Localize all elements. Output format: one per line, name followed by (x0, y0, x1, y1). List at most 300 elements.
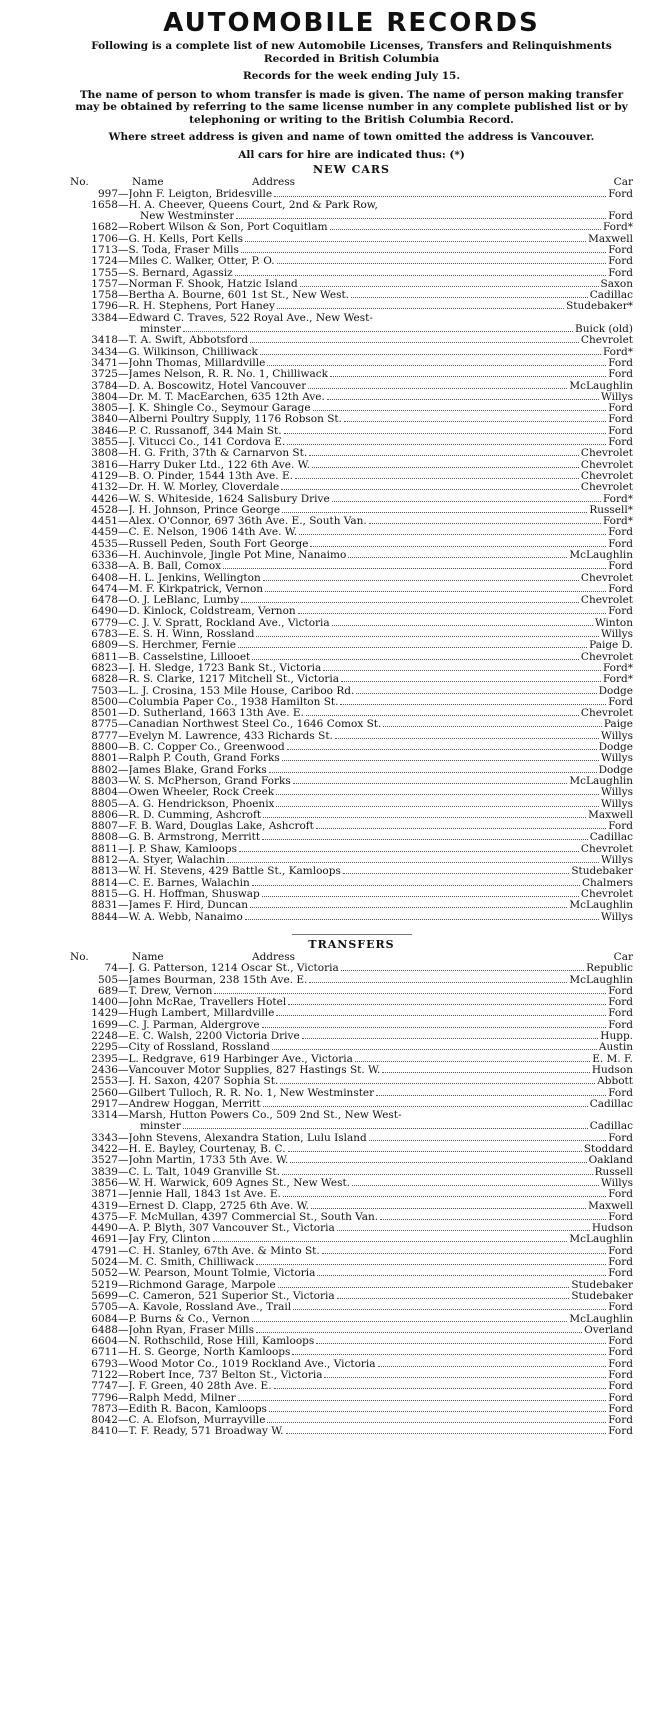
owner-name-address: Alberni Poultry Supply, 1176 Robson St. (128, 414, 342, 426)
license-number: 3855 (91, 437, 118, 449)
license-number: 1755 (91, 267, 118, 279)
dot-leader (376, 1088, 606, 1096)
dot-leader (276, 799, 599, 807)
dot-leader (310, 539, 606, 547)
dot-leader (274, 1381, 607, 1389)
dot-leader (286, 1426, 607, 1434)
record-row (70, 900, 633, 911)
record-row (70, 787, 633, 798)
car-make: McLaughlin (569, 900, 633, 912)
owner-name-address: B. Casselstine, Lillooet (128, 651, 251, 663)
record-row (70, 1336, 633, 1347)
license-number: 997 (97, 188, 118, 200)
license-number: 1658 (91, 199, 118, 211)
owner-name-address: Richmond Garage, Marpole (128, 1279, 276, 1291)
dash-separator: — (118, 493, 129, 505)
dot-leader (356, 686, 596, 694)
record-row (70, 1415, 633, 1426)
owner-name-address: H. G. Frith, 37th & Carnarvon St. (128, 448, 308, 460)
car-make: McLaughlin (569, 550, 633, 561)
owner-name-address: C. E. Nelson, 1906 14th Ave. W. (128, 527, 298, 539)
intro-text: Following is a complete list of new Automobile Licenses, Transfers and Relinquishments Recorded in British Columbia (91, 40, 612, 65)
car-make: Dodge (598, 764, 633, 776)
owner-name-address: James Bourman, 238 15th Ave. E. (128, 974, 308, 986)
license-number: 3846 (91, 425, 118, 437)
license-number: 4319 (91, 1200, 118, 1212)
license-number: 6809 (91, 640, 118, 652)
dash-separator: — (118, 1381, 129, 1393)
license-number: 3840 (91, 414, 118, 426)
record-row (70, 324, 633, 335)
owner-name-address: Jennie Hall, 1843 1st Ave. E. (128, 1189, 281, 1201)
record-row (70, 1076, 633, 1087)
dot-leader (330, 222, 601, 230)
owner-name-address: R. S. Clarke, 1217 Mitchell St., Victoria (128, 674, 340, 686)
owner-name-address: E. C. Walsh, 2200 Victoria Drive (128, 1031, 300, 1043)
car-make: Maxwell (588, 233, 633, 245)
owner-name-address: G. Wilkinson, Chilliwack (128, 346, 258, 358)
dot-leader (256, 1325, 582, 1333)
owner-name-address: W. S. McPherson, Grand Forks (128, 775, 291, 787)
car-make: Cadillac (589, 1121, 633, 1133)
dash-separator: — (118, 312, 129, 324)
car-make: Ford (608, 1392, 633, 1404)
dot-leader (227, 855, 599, 863)
record-row (70, 697, 633, 708)
dash-separator: — (118, 742, 129, 754)
dash-separator: — (118, 1031, 129, 1043)
dash-separator: — (118, 1200, 129, 1212)
license-number: 8815 (91, 888, 118, 900)
dash-separator: — (118, 459, 129, 471)
dot-leader (287, 437, 606, 445)
license-number: 6336 (91, 550, 118, 561)
record-row (70, 821, 633, 832)
car-make: Ford (608, 1426, 633, 1438)
car-make: Ford (608, 188, 633, 200)
new-cars-header (70, 176, 633, 189)
dot-leader (284, 426, 607, 434)
dash-separator: — (118, 357, 129, 369)
car-make: Ford (608, 527, 633, 539)
dot-leader (245, 234, 586, 242)
license-number: 4426 (91, 493, 118, 505)
dot-leader (348, 550, 567, 558)
dash-separator: — (118, 1019, 129, 1031)
owner-name-address: W. H. Stevens, 429 Battle St., Kamloops (128, 866, 341, 878)
license-number: 3805 (91, 403, 118, 415)
dash-separator: — (118, 482, 129, 494)
dot-leader (276, 1008, 606, 1016)
transfers-header (70, 951, 633, 964)
dash-separator: — (118, 1098, 129, 1110)
record-row (70, 1133, 633, 1144)
owner-name-address: H. L. Jenkins, Wellington (128, 572, 261, 584)
car-make: Willys (600, 798, 633, 810)
license-number: 1400 (91, 997, 118, 1009)
record-row (70, 200, 633, 211)
car-make: Ford (608, 538, 633, 550)
owner-name-address: C. L. Talt, 1049 Granville St. (128, 1166, 280, 1178)
dash-separator: — (118, 437, 129, 449)
car-make: Ford (608, 1381, 633, 1393)
license-number: 4132 (91, 482, 118, 494)
license-number: 5219 (91, 1279, 118, 1291)
dot-leader (278, 1280, 570, 1288)
license-number: 6490 (91, 606, 118, 618)
license-number: 1758 (91, 290, 118, 302)
record-row (70, 1144, 633, 1155)
dot-leader (241, 595, 579, 603)
record-row (70, 573, 633, 584)
record-row (70, 448, 633, 459)
dash-separator: — (118, 1211, 129, 1223)
record-row (70, 392, 633, 403)
car-make: Ford (608, 696, 633, 708)
record-row (70, 652, 633, 663)
owner-name-address: H. S. George, North Kamloops (128, 1347, 291, 1359)
owner-name-address: Robert Ince, 737 Belton St., Victoria (128, 1369, 323, 1381)
dash-separator: — (118, 222, 129, 234)
dash-separator: — (118, 640, 129, 652)
car-make: Willys (600, 730, 633, 742)
license-number: 8814 (91, 877, 118, 889)
car-make: Ford (608, 403, 633, 415)
car-make: McLaughlin (569, 1234, 633, 1246)
dash-separator: — (118, 900, 129, 912)
dash-separator: — (118, 414, 129, 426)
dash-separator: — (118, 1144, 129, 1156)
car-make: Ford* (602, 493, 633, 505)
car-make: Willys (600, 629, 633, 641)
car-make: Chevrolet (580, 448, 633, 460)
owner-name-address: New Westminster (140, 211, 235, 223)
dash-separator: — (118, 843, 129, 855)
dash-separator: — (118, 1358, 129, 1370)
dash-separator: — (118, 1166, 129, 1178)
record-row (70, 708, 633, 719)
dash-separator: — (118, 1189, 129, 1201)
header-no: No. (70, 176, 89, 188)
car-make: Ford (608, 1019, 633, 1031)
record-row (70, 584, 633, 595)
record-row (70, 1020, 633, 1031)
owner-name-address: John Martin, 1733 5th Ave. W. (128, 1155, 289, 1167)
dot-leader (295, 471, 579, 479)
dash-separator: — (118, 764, 129, 776)
dash-separator: — (118, 1234, 129, 1246)
car-make: Ford (608, 369, 633, 381)
car-make: Ford* (602, 222, 633, 234)
license-number: 1724 (91, 256, 118, 268)
dash-separator: — (118, 866, 129, 878)
dot-leader (252, 1314, 568, 1322)
car-make: Willys (600, 753, 633, 765)
car-make: Ford (608, 985, 633, 997)
car-make: Ford (608, 414, 633, 426)
owner-name-address: Russell Peden, South Fort George (128, 538, 309, 550)
dash-separator: — (118, 617, 129, 629)
record-row (70, 1189, 633, 1200)
dash-separator: — (118, 1415, 129, 1427)
record-row (70, 403, 633, 414)
license-number: 5705 (91, 1302, 118, 1314)
dash-separator: — (118, 651, 129, 663)
license-number: 2917 (91, 1098, 118, 1110)
license-number: 6478 (91, 595, 118, 607)
dot-leader (335, 731, 599, 739)
dash-separator: — (118, 278, 129, 290)
dot-leader (267, 1415, 606, 1423)
owner-name-address: J. P. Shaw, Kamloops (128, 843, 237, 855)
record-row (70, 1008, 633, 1019)
dot-leader (369, 1133, 606, 1141)
record-row (70, 1088, 633, 1099)
record-row (70, 527, 633, 538)
license-number: 3816 (91, 459, 118, 471)
page-title: AUTOMOBILE RECORDS (163, 8, 540, 38)
license-number: 8844 (91, 911, 118, 923)
dash-separator: — (118, 877, 129, 889)
license-number: 4490 (91, 1223, 118, 1235)
owner-name-address: G. H. Kells, Port Kells (128, 233, 243, 245)
license-number: 5024 (91, 1257, 118, 1269)
record-row (70, 1065, 633, 1076)
owner-name-address: John McRae, Travellers Hotel (128, 997, 287, 1009)
dash-separator: — (118, 775, 129, 787)
record-row (70, 618, 633, 629)
owner-name-address: City of Rossland, Rossland (128, 1042, 270, 1054)
license-number: 6604 (91, 1336, 118, 1348)
license-number: 3422 (91, 1144, 118, 1156)
record-row (70, 1201, 633, 1212)
owner-name-address: C. H. Stanley, 67th Ave. & Minto St. (128, 1245, 320, 1257)
dash-separator: — (118, 516, 129, 528)
license-number: 1713 (91, 244, 118, 256)
license-number: 6811 (91, 651, 118, 663)
license-number: 2436 (91, 1064, 118, 1076)
car-make: Studebaker (571, 866, 633, 878)
license-number: 2560 (91, 1087, 118, 1099)
header-car: Car (613, 950, 633, 963)
owner-name-address: B. O. Pinder, 1544 13th Ave. E. (128, 470, 293, 482)
record-row (70, 1178, 633, 1189)
dot-leader (282, 753, 599, 761)
license-number: 6828 (91, 674, 118, 686)
owner-name-address: T. A. Swift, Abbotsford (128, 335, 249, 347)
dash-separator: — (118, 753, 129, 765)
car-make: Stoddard (583, 1144, 633, 1156)
car-make: Ford (608, 1245, 633, 1257)
license-number: 8501 (91, 708, 118, 720)
record-row (70, 347, 633, 358)
dash-separator: — (118, 832, 129, 844)
car-make: Ford (608, 1369, 633, 1381)
car-make: Ford (608, 1336, 633, 1348)
record-row (70, 460, 633, 471)
license-number: 8808 (91, 832, 118, 844)
car-make: Maxwell (588, 1200, 633, 1212)
car-make: McLaughlin (569, 974, 633, 986)
dot-leader (290, 1155, 586, 1163)
dot-leader (302, 1031, 599, 1039)
license-number: 6488 (91, 1324, 118, 1336)
record-row (70, 686, 633, 697)
record-row (70, 279, 633, 290)
owner-name-address: H. A. Cheever, Queens Court, 2nd & Park Row, (128, 199, 378, 211)
car-make: Oakland (588, 1155, 633, 1167)
dot-leader (239, 844, 579, 852)
owner-name-address: Harry Duker Ltd., 122 6th Ave. W. (128, 459, 310, 471)
dash-separator: — (118, 403, 129, 415)
dash-separator: — (118, 662, 129, 674)
dot-leader (317, 1268, 606, 1276)
car-make: Hudson (591, 1223, 633, 1235)
record-row (70, 1167, 633, 1178)
record-row (70, 335, 633, 346)
owner-name-address: T. F. Ready, 571 Broadway W. (128, 1426, 284, 1438)
dash-separator: — (118, 1053, 129, 1065)
record-row (70, 810, 633, 821)
owner-name-address: W. Pearson, Mount Tolmie, Victoria (128, 1268, 316, 1280)
car-make: Chevrolet (580, 843, 633, 855)
dash-separator: — (118, 974, 129, 986)
owner-name-address: S. Toda, Fraser Mills (128, 244, 239, 256)
hire-note: All cars for hire are indicated thus: (*) (238, 148, 465, 161)
dot-leader (267, 358, 606, 366)
car-make: Cadillac (589, 1098, 633, 1110)
license-number: 2248 (91, 1031, 118, 1043)
license-number: 3418 (91, 335, 118, 347)
record-row (70, 844, 633, 855)
dash-separator: — (118, 1245, 129, 1257)
dot-leader (343, 866, 569, 874)
dash-separator: — (118, 1110, 129, 1122)
record-row (70, 437, 633, 448)
car-make: Studebaker (571, 1279, 633, 1291)
dash-separator: — (118, 301, 129, 313)
license-number: 6474 (91, 583, 118, 595)
dot-leader (324, 1370, 606, 1378)
dot-leader (183, 1121, 588, 1129)
dot-leader (263, 810, 586, 818)
license-number: 6783 (91, 629, 118, 641)
dash-separator: — (118, 244, 129, 256)
record-row (70, 606, 633, 617)
license-number: 8803 (91, 775, 118, 787)
car-make: Studebaker* (566, 301, 633, 313)
license-number: 1682 (91, 222, 118, 234)
car-make: Willys (600, 391, 633, 403)
dot-leader (238, 1393, 607, 1401)
owner-name-address: L. Redgrave, 619 Harbinger Ave., Victoria (128, 1053, 353, 1065)
dash-separator: — (118, 233, 129, 245)
owner-name-address: John Thomas, Millardville (128, 357, 266, 369)
record-row (70, 1054, 633, 1065)
car-make: Republic (586, 963, 633, 975)
owner-name-address: Gilbert Tulloch, R. R. No. 1, New Westminster (128, 1087, 375, 1099)
dot-leader (340, 697, 606, 705)
license-number: 1699 (91, 1019, 118, 1031)
dot-leader (276, 787, 599, 795)
car-make: Paige (603, 719, 633, 731)
owner-name-address: G. B. Armstrong, Merritt (128, 832, 261, 844)
dot-leader (263, 1099, 588, 1107)
week-heading: Records for the week ending July 15. (243, 70, 460, 82)
dash-separator: — (118, 1290, 129, 1302)
car-make: Ford (608, 1415, 633, 1427)
car-make: Willys (600, 855, 633, 867)
license-number: 3527 (91, 1155, 118, 1167)
dash-separator: — (118, 809, 129, 821)
dash-separator: — (118, 1279, 129, 1291)
license-number: 8802 (91, 764, 118, 776)
car-make: Ford* (602, 674, 633, 686)
license-number: 6793 (91, 1358, 118, 1370)
dash-separator: — (118, 346, 129, 358)
dot-leader (311, 1201, 586, 1209)
car-make: Chalmers (582, 877, 633, 889)
record-row (70, 1370, 633, 1381)
dot-leader (274, 189, 606, 197)
owner-name-address: D. A. Boscowitz, Hotel Vancouver (128, 380, 307, 392)
owner-name-address: James Nelson, R. R. No. 1, Chilliwack (128, 369, 329, 381)
license-number: 6408 (91, 572, 118, 584)
dash-separator: — (118, 1076, 129, 1088)
owner-name-address: minster (140, 324, 181, 336)
owner-name-address: J. K. Shingle Co., Seymour Garage (128, 403, 311, 415)
owner-name-address: J. H. Johnson, Prince George (128, 504, 281, 516)
license-number: 6084 (91, 1313, 118, 1325)
record-row (70, 426, 633, 437)
owner-name-address: A. P. Blyth, 307 Vancouver St., Victoria (128, 1223, 335, 1235)
car-make: Chevrolet (580, 459, 633, 471)
dash-separator: — (118, 1064, 129, 1076)
dash-separator: — (118, 1403, 129, 1415)
car-make: Willys (600, 787, 633, 799)
license-number: 4535 (91, 538, 118, 550)
license-number: 8805 (91, 798, 118, 810)
owner-name-address: B. C. Copper Co., Greenwood (128, 742, 285, 754)
owner-name-address: Edward C. Traves, 522 Royal Ave., New West- (128, 312, 373, 324)
record-row (70, 719, 633, 730)
car-make: Russell (594, 1166, 633, 1178)
car-make: Buick (old) (574, 324, 633, 336)
owner-name-address: Miles C. Walker, Otter, P. O. (128, 256, 275, 268)
dot-leader (288, 1144, 582, 1152)
car-make: Ford* (602, 516, 633, 528)
license-number: 7122 (91, 1369, 118, 1381)
license-number: 7747 (91, 1381, 118, 1393)
license-number: 3856 (91, 1177, 118, 1189)
header-name: Name (132, 950, 164, 963)
dash-separator: — (118, 821, 129, 833)
record-row (70, 381, 633, 392)
owner-name-address: F. B. Ward, Douglas Lake, Ashcroft (128, 821, 314, 833)
car-make: Abbott (597, 1076, 633, 1088)
dash-separator: — (118, 719, 129, 731)
dash-separator: — (118, 527, 129, 539)
dash-separator: — (118, 730, 129, 742)
dot-leader (288, 997, 606, 1005)
dot-leader (214, 986, 606, 994)
license-number: 2395 (91, 1053, 118, 1065)
car-make: Ford (608, 1008, 633, 1020)
dash-separator: — (118, 1313, 129, 1325)
dot-leader (282, 1167, 593, 1175)
dot-leader (277, 256, 607, 264)
license-number: 5699 (91, 1290, 118, 1302)
